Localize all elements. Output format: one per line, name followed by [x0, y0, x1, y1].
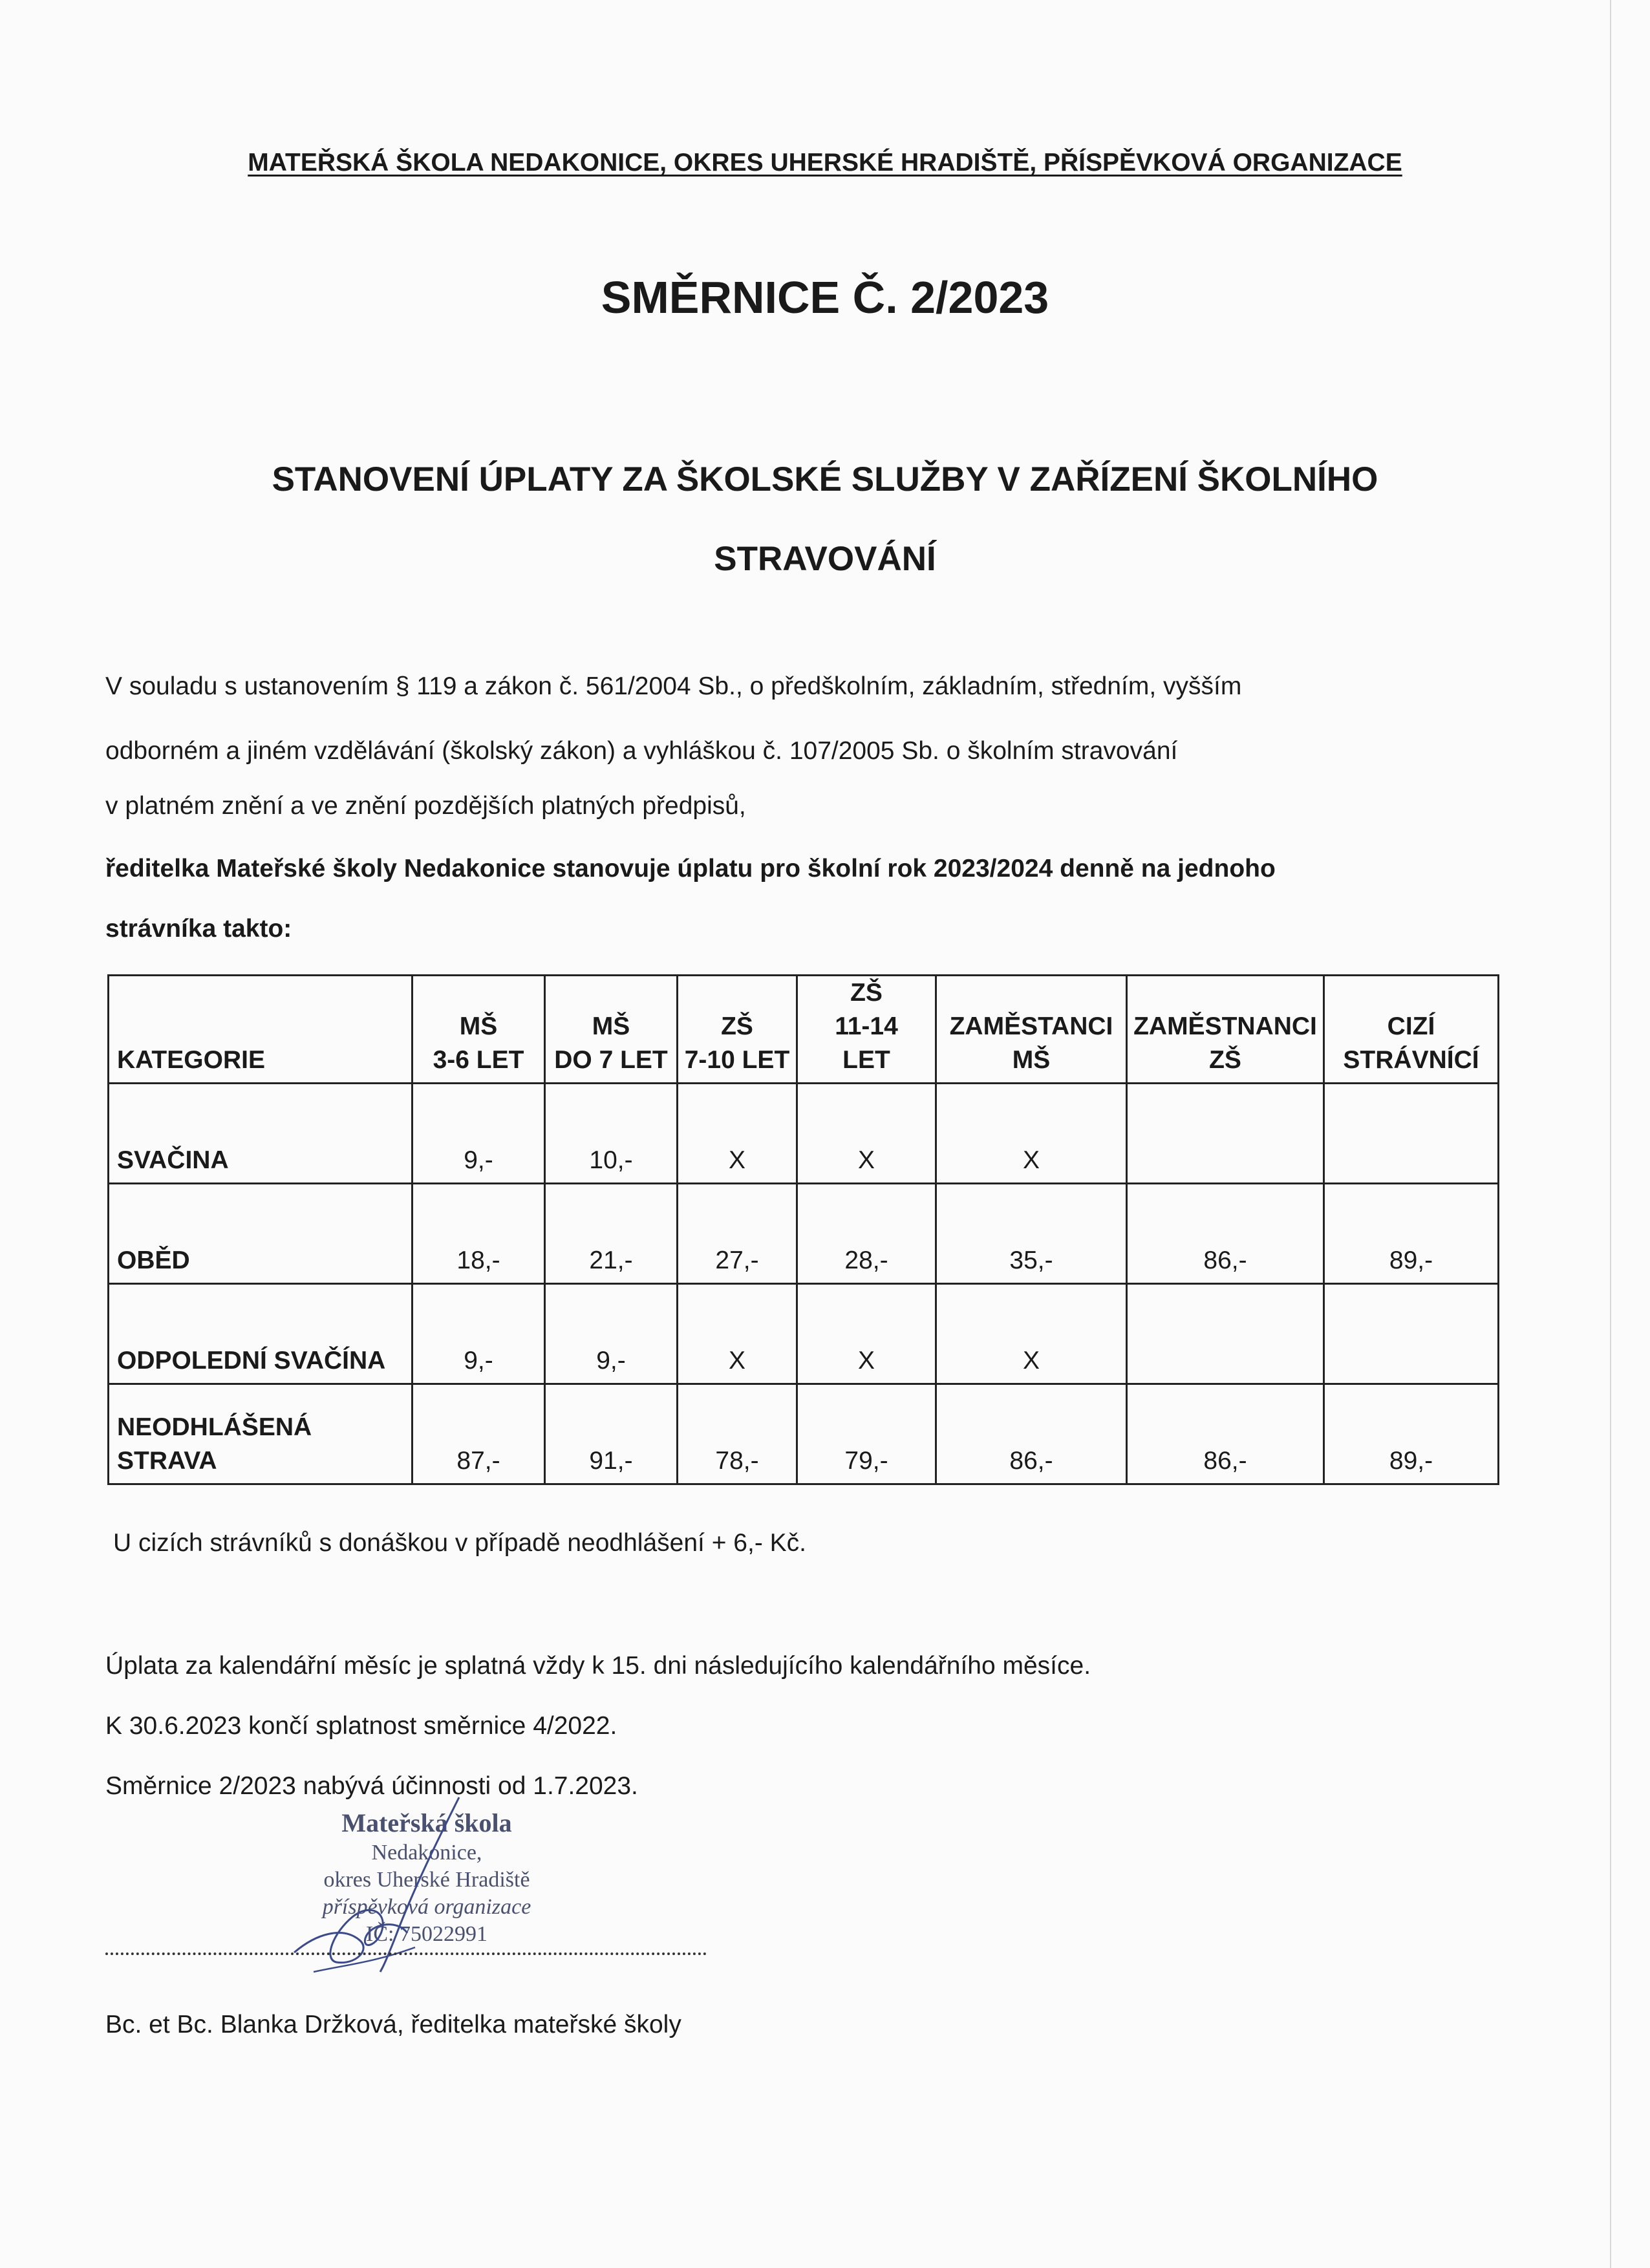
- stamp-line-2: Nedakonice,: [371, 1841, 482, 1865]
- cell-line: ZŠ: [1209, 1046, 1241, 1074]
- fee-cell: 18,-: [412, 1184, 545, 1284]
- fee-cell: 27,-: [678, 1184, 797, 1284]
- fee-cell: 9,-: [412, 1284, 545, 1384]
- payment-note: Úplata za kalendářní měsíc je splatná vždy k 15. dni následujícího kalendářního měsíce.: [105, 1652, 1091, 1680]
- intro-line-5: strávníka takto:: [105, 915, 292, 943]
- fee-cell: 91,-: [545, 1384, 678, 1484]
- cell-line: MŠ: [1012, 1046, 1051, 1074]
- fee-cell: X: [797, 1284, 936, 1384]
- expiry-note: K 30.6.2023 končí splatnost směrnice 4/2022.: [105, 1712, 617, 1740]
- column-header: [936, 976, 1127, 1084]
- cell-line: LET: [842, 1046, 890, 1074]
- column-header: [412, 976, 545, 1084]
- fee-cell: 86,-: [936, 1384, 1127, 1484]
- stamp-line-4: příspěvková organizace: [322, 1895, 531, 1919]
- fee-cell: 86,-: [1127, 1184, 1324, 1284]
- fee-cell: 21,-: [545, 1184, 678, 1284]
- cell-line: 7-10 LET: [684, 1046, 790, 1074]
- fee-cell: 78,-: [678, 1384, 797, 1484]
- cell-line: OBĚD: [117, 1246, 190, 1274]
- intro-line-1: V souladu s ustanovením § 119 a zákon č. 561/2004 Sb., o předškolním, základním, středním, vyšším: [105, 672, 1242, 700]
- table-row: [109, 1084, 1499, 1184]
- intro-line-4: ředitelka Mateřské školy Nedakonice stanovuje úplatu pro školní rok 2023/2024 denně na jednoho: [105, 855, 1276, 883]
- stamp-line-1: Mateřská škola: [341, 1808, 512, 1837]
- signature-line: [105, 1952, 707, 1955]
- cell-line: 3-6 LET: [433, 1046, 524, 1074]
- row-category: [109, 1084, 412, 1184]
- document-subtitle: [0, 440, 1650, 599]
- table-row: [109, 1384, 1499, 1484]
- fee-cell: X: [678, 1084, 797, 1184]
- fee-cell: 89,-: [1324, 1384, 1499, 1484]
- stamp-line-5: IČ: 75022991: [366, 1922, 488, 1946]
- foreign-diners-note: U cizích strávníků s donáškou v případě neodhlášení + 6,- Kč.: [113, 1529, 807, 1557]
- cell-line: ZŠ: [721, 1012, 753, 1040]
- fee-cell: [1324, 1284, 1499, 1384]
- intro-line-3: v platném znění a ve znění pozdějších platných předpisů,: [105, 792, 746, 820]
- column-header: [109, 976, 412, 1084]
- fee-cell: 35,-: [936, 1184, 1127, 1284]
- scan-edge: [1610, 0, 1611, 2268]
- cell-line: ODPOLEDNÍ SVAČÍNA: [117, 1347, 386, 1375]
- row-category: [109, 1284, 412, 1384]
- table-header-row: [109, 976, 1499, 1084]
- cell-line: MŠ: [459, 1012, 498, 1040]
- row-category: [109, 1184, 412, 1284]
- row-category: [109, 1384, 412, 1484]
- cell-line: DO 7 LET: [554, 1046, 668, 1074]
- signatory-name: Bc. et Bc. Blanka Držková, ředitelka mateřské školy: [105, 2011, 681, 2038]
- column-header: [797, 976, 936, 1084]
- cell-line: STRAVA: [117, 1447, 217, 1475]
- subtitle-line-2: STRAVOVÁNÍ: [714, 540, 936, 578]
- fee-cell: X: [936, 1284, 1127, 1384]
- organization-heading: MATEŘSKÁ ŠKOLA NEDAKONICE, OKRES UHERSKÉ HRADIŠTĚ, PŘÍSPĚVKOVÁ ORGANIZACE: [248, 149, 1402, 177]
- fee-cell: 79,-: [797, 1384, 936, 1484]
- cell-line: KATEGORIE: [117, 1046, 265, 1074]
- fee-table: [107, 974, 1499, 1485]
- cell-line: CIZÍ: [1387, 1012, 1435, 1040]
- table-row: [109, 1284, 1499, 1384]
- column-header: [545, 976, 678, 1084]
- cell-line: STRÁVNÍCÍ: [1343, 1046, 1479, 1074]
- fee-cell: 9,-: [412, 1084, 545, 1184]
- fee-cell: [1127, 1284, 1324, 1384]
- intro-line-2: odborném a jiném vzdělávání (školský zákon) a vyhláškou č. 107/2005 Sb. o školním stravování: [105, 737, 1178, 765]
- column-header: [1324, 976, 1499, 1084]
- column-header: [1127, 976, 1324, 1084]
- stamp-line-3: okres Uherské Hradiště: [323, 1868, 530, 1892]
- cell-line: SVAČINA: [117, 1146, 229, 1174]
- column-header: [678, 976, 797, 1084]
- cell-line: ZAMĚSTNANCI: [1133, 1012, 1317, 1040]
- cell-line: ZAMĚSTANCI: [949, 1012, 1113, 1040]
- fee-cell: 9,-: [545, 1284, 678, 1384]
- fee-cell: 87,-: [412, 1384, 545, 1484]
- fee-cell: 10,-: [545, 1084, 678, 1184]
- fee-cell: 28,-: [797, 1184, 936, 1284]
- cell-line: 11-14: [835, 1012, 898, 1040]
- cell-line: NEODHLÁŠENÁ: [117, 1413, 312, 1441]
- cell-line: ZŠ: [850, 979, 883, 1007]
- fee-cell: X: [936, 1084, 1127, 1184]
- fee-cell: X: [797, 1084, 936, 1184]
- fee-cell: 89,-: [1324, 1184, 1499, 1284]
- fee-cell: 86,-: [1127, 1384, 1324, 1484]
- effective-note: Směrnice 2/2023 nabývá účinnosti od 1.7.2023.: [105, 1772, 638, 1800]
- cell-line: MŠ: [592, 1012, 630, 1040]
- table-row: [109, 1184, 1499, 1284]
- fee-cell: [1324, 1084, 1499, 1184]
- subtitle-line-1: STANOVENÍ ÚPLATY ZA ŠKOLSKÉ SLUŽBY V ZAŘÍZENÍ ŠKOLNÍHO: [272, 460, 1378, 498]
- handwritten-signature: [246, 1778, 582, 1991]
- document-title: SMĚRNICE Č. 2/2023: [601, 272, 1049, 323]
- fee-cell: [1127, 1084, 1324, 1184]
- fee-cell: X: [678, 1284, 797, 1384]
